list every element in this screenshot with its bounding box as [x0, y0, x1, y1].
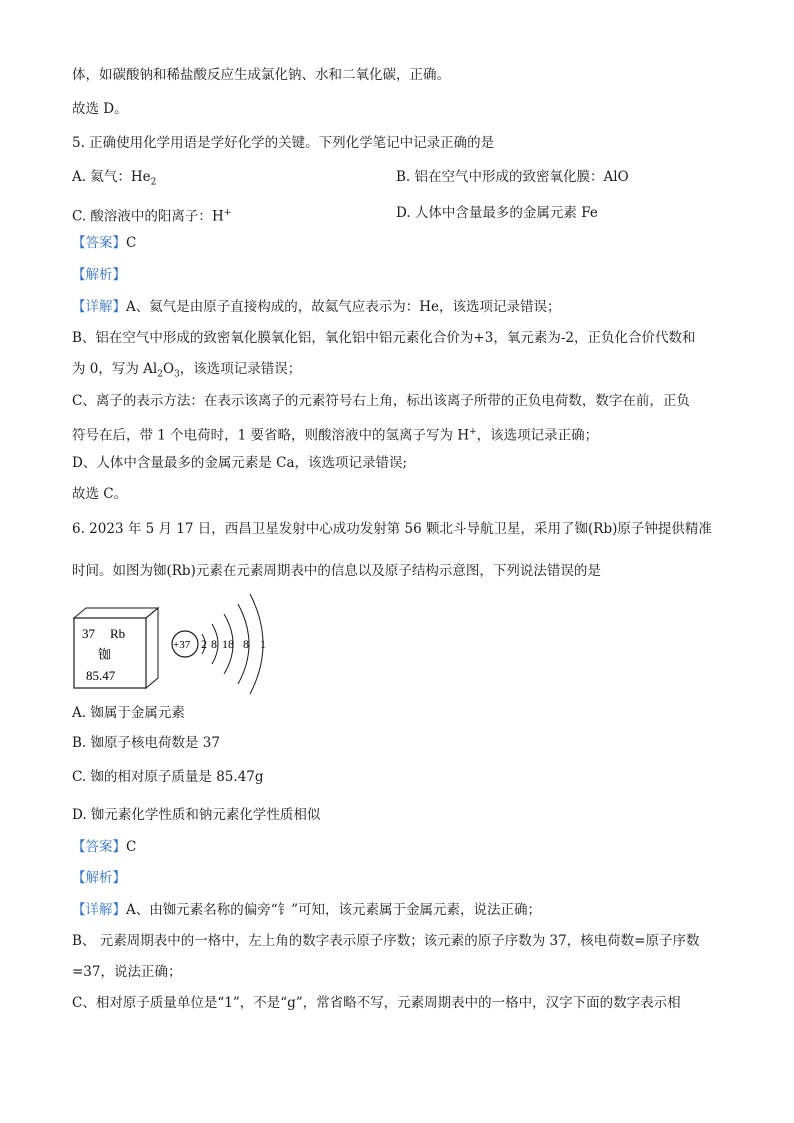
q6-detail-c1: C、相对原子质量单位是“1”，不是“g”，常省略不写，元素周期表中的一格中，汉字下面的数字表示相 — [72, 995, 681, 1011]
analysis-tag: 【解析】 — [72, 267, 126, 283]
nuclear-charge: +37 — [173, 639, 191, 651]
detail-tag: 【详解】 — [72, 299, 126, 315]
q5-detail-c1: C、离子的表示方法：在表示该离子的元素符号右上角，标出该离子所带的正负电荷数，数字在前，正负 — [72, 393, 690, 409]
q5-detail-d: D、人体中含量最多的金属元素是 Ca，该选项记录错误; — [72, 455, 408, 471]
text-line: 故选 D。 — [72, 101, 128, 117]
text-line: 体，如碳酸钠和稀盐酸反应生成氯化钠、水和二氧化碳，正确。 — [72, 67, 450, 83]
q5-option-c: C. 酸溶液中的阳离子：H+ — [72, 208, 232, 225]
q5-option-a: A. 氦气：$He_2$ — [72, 169, 157, 188]
q5-option-d: D. 人体中含量最多的金属元素 Fe — [396, 205, 598, 221]
q5-detail-b1: B、铝在空气中形成的致密氧化膜氧化铝，氧化铝中铝元素化合价为+3，氧元素为-2，正负化合价代数和 — [72, 330, 696, 346]
question-5-stem: 5. 正确使用化学用语是学好化学的关键。下列化学笔记中记录正确的是 — [72, 135, 495, 151]
question-6-stem-line2: 时间。如图为铷(Rb)元素在元素周期表中的信息以及原子结构示意图，下列说法错误的是 — [72, 563, 601, 579]
shell-electron-count: 1 — [260, 637, 266, 651]
q5-analysis-heading — [72, 266, 126, 284]
q5-answer: 【答案】C — [72, 235, 137, 251]
answer-tag: 【答案】 — [72, 839, 126, 855]
rubidium-figure — [72, 586, 282, 696]
card-side-face — [146, 608, 158, 688]
question-6-stem-line1: 6. 2023 年 5 月 17 日，西昌卫星发射中心成功发射第 56 颗北斗导航卫星，采用了铷(Rb)原子钟提供精准 — [72, 521, 712, 537]
q6-detail-b1: B、 元素周期表中的一格中，左上角的数字表示原子序数；该元素的原子序数为 37，核电荷数=原子序数 — [72, 933, 700, 949]
shell-electron-count: 2 — [201, 637, 207, 651]
shell-electron-count: 8 — [211, 637, 217, 651]
q6-option-d: D. 铷元素化学性质和钠元素化学性质相似 — [72, 807, 321, 823]
q6-analysis-heading — [72, 869, 126, 887]
q6-detail-a: 【详解】A、由铷元素名称的偏旁“钅”可知，该元素属于金属元素，说法正确； — [72, 902, 542, 918]
q5-detail-c2: 符号在后，带 1 个电荷时，1 要省略，则酸溶液中的氢离子写为 H+，该选项记录正确； — [72, 427, 599, 444]
q5-conclusion: 故选 C。 — [72, 486, 128, 502]
answer-tag: 【答案】 — [72, 235, 126, 251]
shell-electron-count: 18 — [222, 637, 234, 651]
atomic-mass: 85.47 — [86, 668, 116, 683]
q6-detail-b2: =37，说法正确； — [72, 964, 182, 980]
q6-option-b: B. 铷原子核电荷数是 37 — [72, 735, 220, 751]
card-top-face — [74, 608, 158, 618]
q6-option-a: A. 铷属于金属元素 — [72, 705, 185, 721]
q6-answer: 【答案】C — [72, 839, 137, 855]
q5-detail-b2: 为 0，写为 $Al_2O_3$，该选项记录错误； — [72, 361, 302, 380]
detail-tag: 【详解】 — [72, 902, 126, 918]
atomic-number: 37 — [82, 626, 95, 641]
shell-electron-count: 8 — [243, 637, 249, 651]
q6-option-c: C. 铷的相对原子质量是 85.47g — [72, 769, 264, 785]
element-symbol: Rb — [110, 626, 126, 641]
q5-option-b: B. 铝在空气中形成的致密氧化膜：AlO — [396, 169, 629, 185]
q5-detail-a: 【详解】A、氦气是由原子直接构成的，故氦气应表示为：He，该选项记录错误； — [72, 299, 561, 315]
analysis-tag: 【解析】 — [72, 870, 126, 886]
element-name: 铷 — [98, 648, 112, 663]
